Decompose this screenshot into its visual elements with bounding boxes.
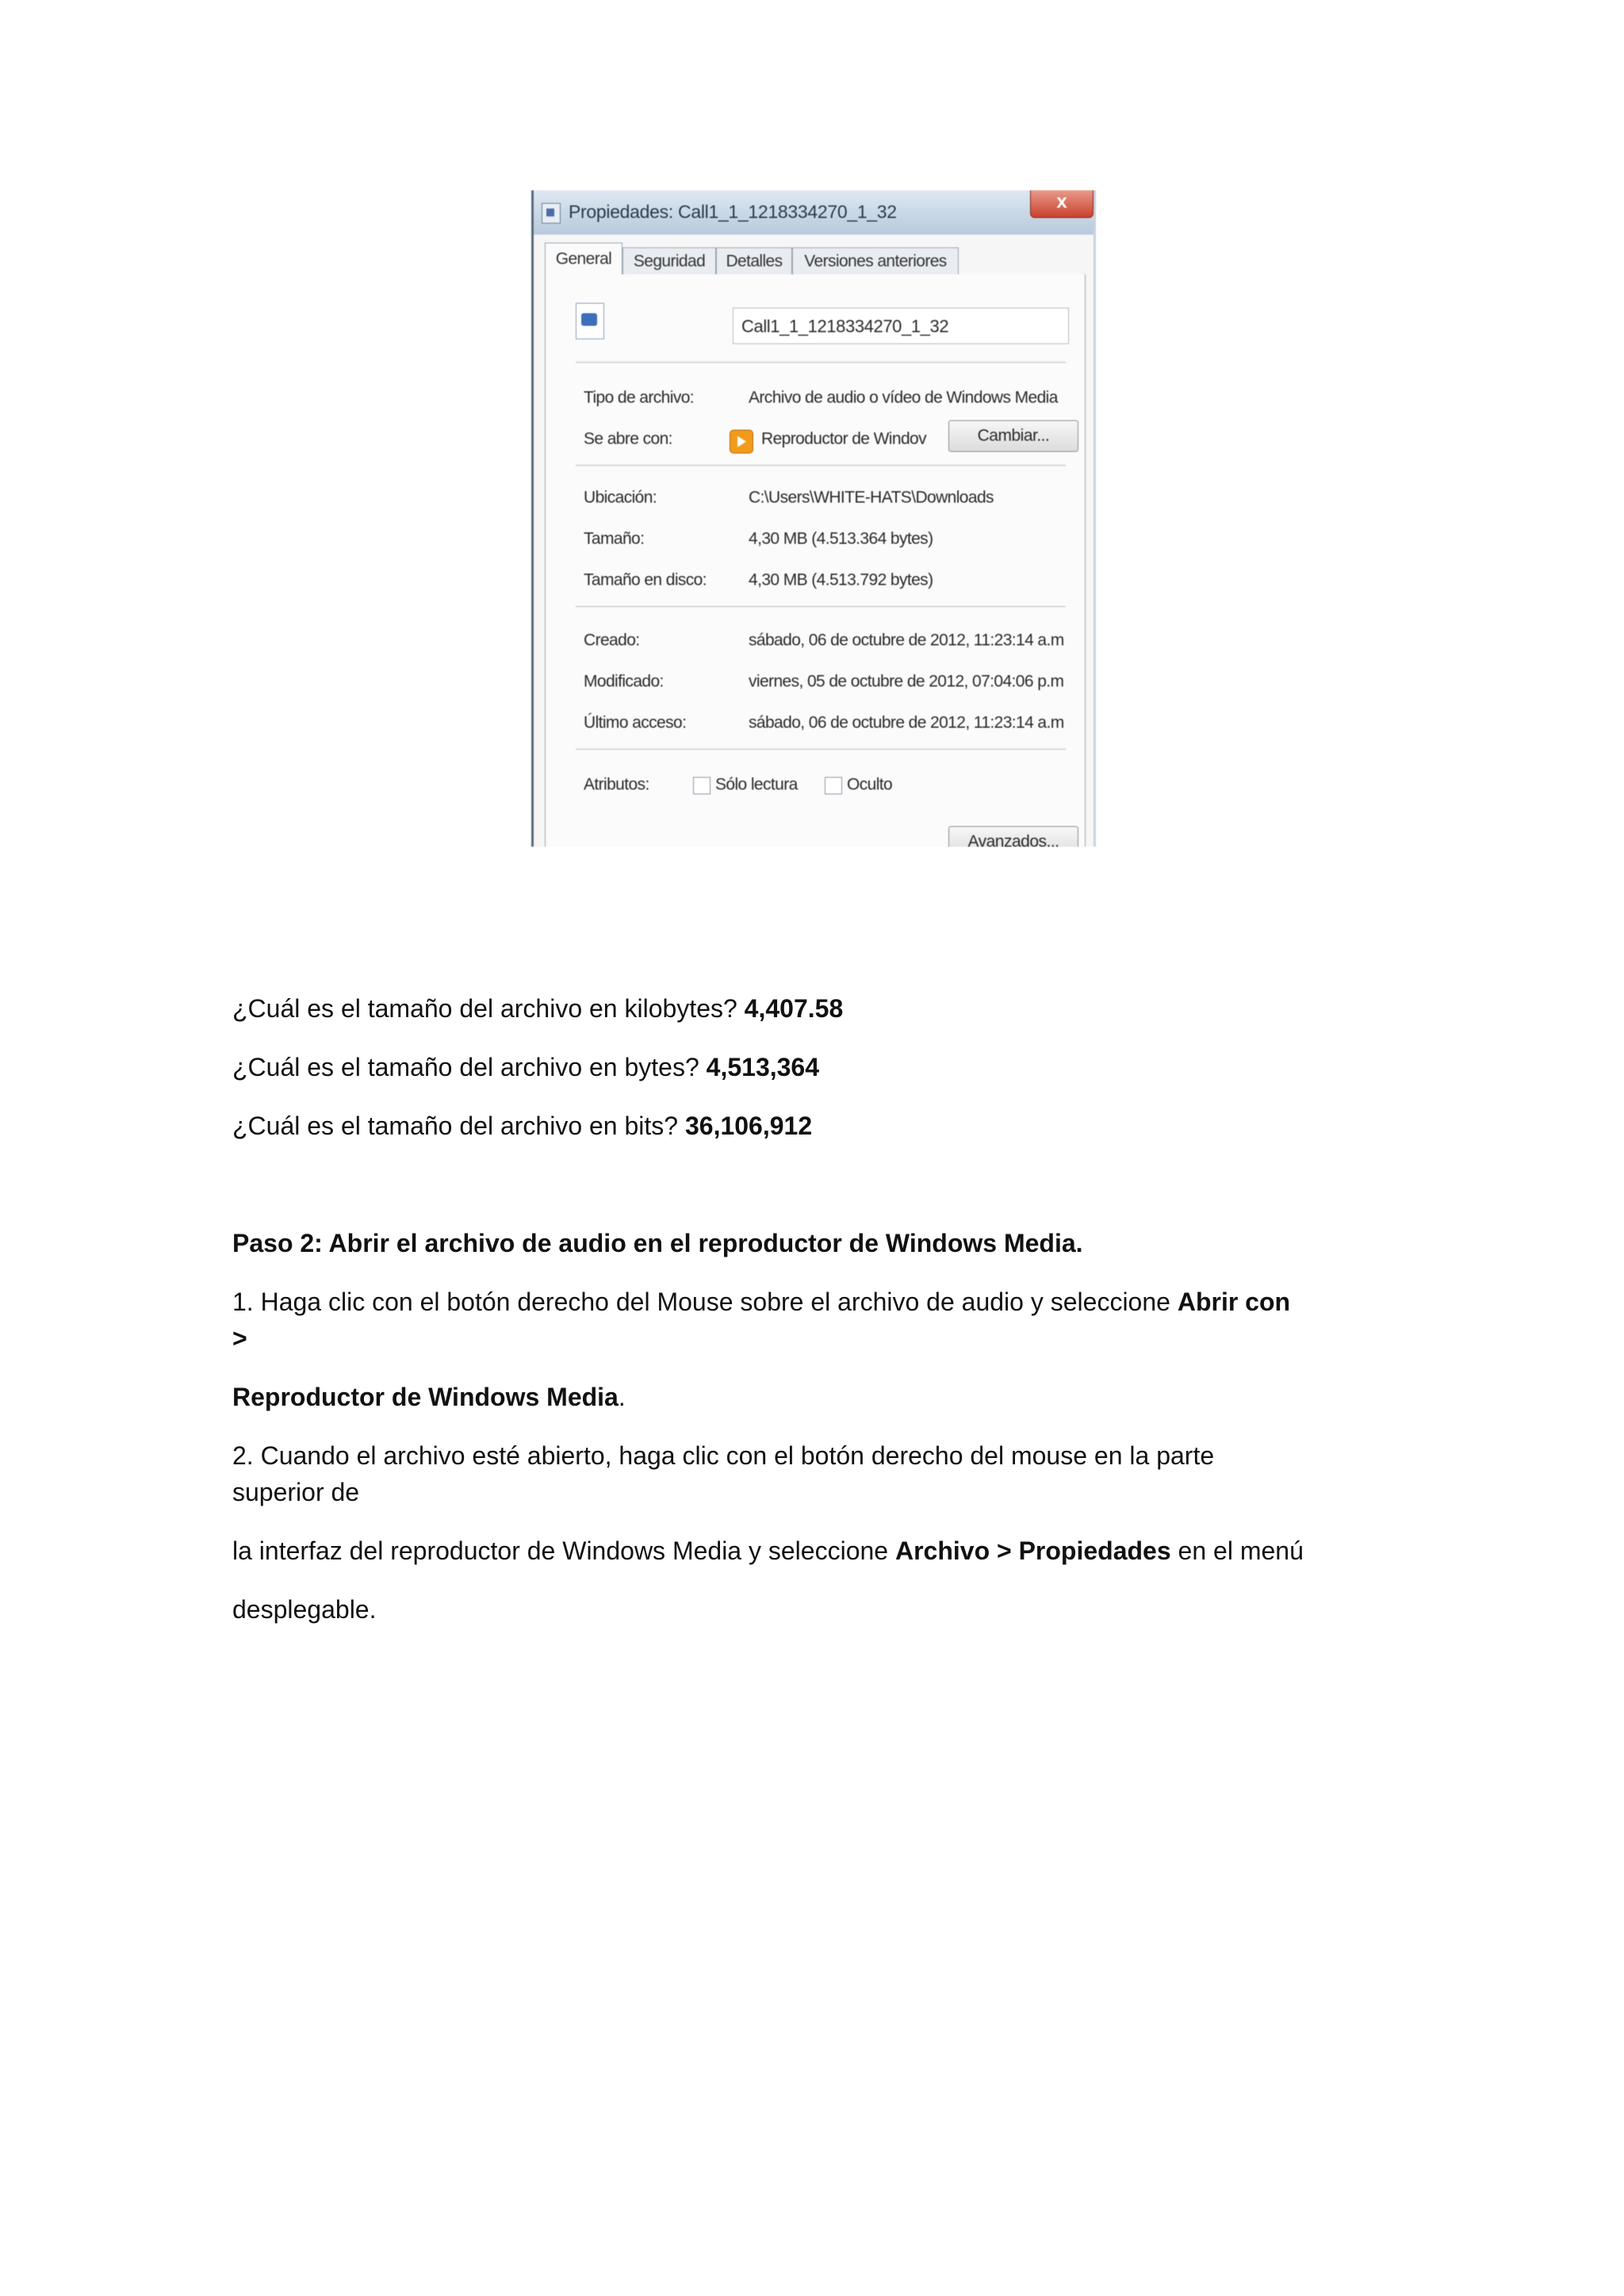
question-bytes: ¿Cuál es el tamaño del archivo en bytes? 4,513,364: [232, 1053, 820, 1081]
divider: [576, 606, 1066, 607]
oculto-label: Oculto: [847, 775, 893, 794]
step2-item2-line4: desplegable.: [232, 1595, 377, 1624]
tamano-value: 4,30 MB (4.513.364 bytes): [749, 530, 933, 548]
tamano-label: Tamaño:: [584, 530, 645, 548]
ubicacion-value: C:\Users\WHITE-HATS\Downloads: [749, 488, 994, 507]
ultimo-acceso-value: sábado, 06 de octubre de 2012, 11:23:14 a.m: [749, 714, 1064, 732]
solo-lectura-checkbox[interactable]: [693, 777, 710, 794]
ubicacion-label: Ubicación:: [584, 488, 657, 507]
dialog-tabs: [545, 243, 1086, 275]
tipo-label: Tipo de archivo:: [584, 388, 695, 407]
file-properties-icon: [542, 203, 561, 224]
step2-item2-line1: 2. Cuando el archivo esté abierto, haga clic con el botón derecho del mouse en la parte: [232, 1441, 1215, 1470]
step2-item2-line2: superior de: [232, 1478, 360, 1506]
step2-item2-line3: la interfaz del reproductor de Windows Media y seleccione Archivo > Propiedades en el menú: [232, 1536, 1304, 1565]
oculto-checkbox[interactable]: [825, 777, 842, 794]
dialog-titlebar: [534, 190, 1094, 235]
creado-label: Creado:: [584, 631, 640, 649]
divider: [576, 465, 1066, 466]
tab-seguridad[interactable]: Seguridad: [622, 247, 716, 275]
divider: [576, 362, 1066, 363]
solo-lectura-label: Sólo lectura: [715, 775, 798, 794]
answer-bytes: 4,513,364: [706, 1053, 820, 1081]
question-kilobytes: ¿Cuál es el tamaño del archivo en kilobytes? 4,407.58: [232, 994, 844, 1023]
step2-item1-arrow: >: [232, 1324, 247, 1353]
divider: [576, 748, 1066, 750]
tamano-disco-value: 4,30 MB (4.513.792 bytes): [749, 571, 933, 589]
creado-value: sábado, 06 de octubre de 2012, 11:23:14 a.m: [749, 631, 1064, 649]
atributos-label: Atributos:: [584, 775, 649, 794]
answer-kilobytes: 4,407.58: [744, 994, 844, 1023]
step2-item1: 1. Haga clic con el botón derecho del Mouse sobre el archivo de audio y seleccione Abrir con: [232, 1288, 1291, 1316]
audio-file-icon: [576, 303, 604, 339]
step2-item1-continued: Reproductor de Windows Media.: [232, 1383, 626, 1411]
file-name-field[interactable]: Call1_1_1218334270_1_32: [733, 308, 1069, 344]
step2-heading: Paso 2: Abrir el archivo de audio en el reproductor de Windows Media.: [232, 1229, 1083, 1257]
question-bits: ¿Cuál es el tamaño del archivo en bits? 36,106,912: [232, 1112, 813, 1140]
modificado-value: viernes, 05 de octubre de 2012, 07:04:06 p.m: [749, 672, 1064, 691]
tab-versiones-anteriores[interactable]: Versiones anteriores: [792, 247, 959, 275]
media-player-icon: [730, 430, 753, 453]
dialog-title: Propiedades: Call1_1_1218334270_1_32: [569, 201, 897, 222]
properties-dialog-screenshot: [531, 190, 1096, 847]
avanzados-button[interactable]: Avanzados...: [948, 826, 1078, 847]
tab-detalles[interactable]: Detalles: [716, 247, 792, 275]
modificado-label: Modificado:: [584, 672, 664, 691]
general-panel: [545, 274, 1086, 847]
ultimo-acceso-label: Último acceso:: [584, 714, 687, 732]
abre-con-label: Se abre con:: [584, 430, 672, 448]
tab-general[interactable]: General: [545, 243, 622, 276]
tamano-disco-label: Tamaño en disco:: [584, 571, 707, 589]
close-button[interactable]: x: [1030, 190, 1094, 218]
abre-con-value: Reproductor de Windov: [761, 430, 927, 448]
cambiar-button[interactable]: Cambiar...: [948, 420, 1078, 452]
tipo-value: Archivo de audio o vídeo de Windows Media: [749, 388, 1058, 407]
answer-bits: 36,106,912: [684, 1112, 813, 1140]
